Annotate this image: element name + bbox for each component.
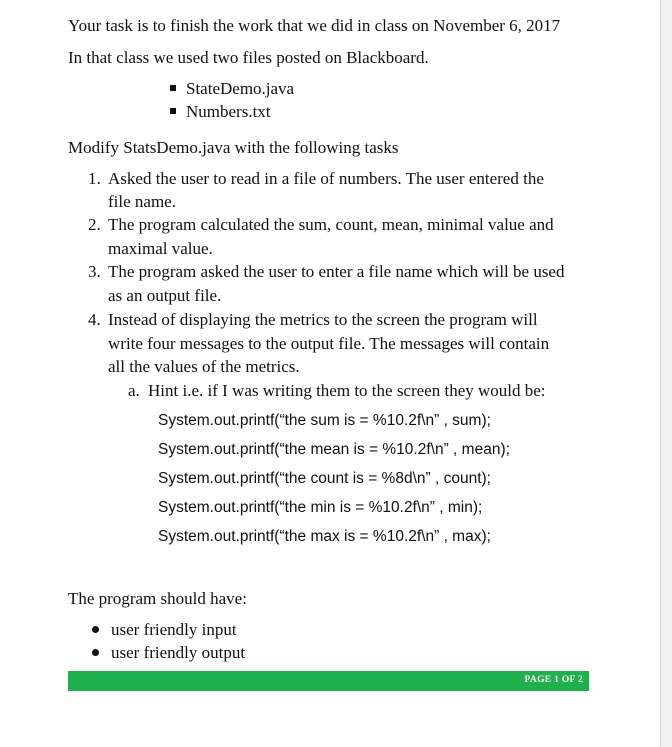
task-item-3: 3. The program asked the user to enter a file name which will be used bbox=[88, 262, 565, 281]
intro-line-2: In that class we used two files posted on Blackboard. bbox=[68, 48, 429, 67]
square-bullet-icon bbox=[170, 85, 176, 91]
file-item: Numbers.txt bbox=[170, 102, 271, 122]
code-line: System.out.printf(“the sum is = %10.2f\n” , sum); bbox=[158, 412, 491, 429]
bullet-icon bbox=[92, 649, 99, 656]
vertical-scrollbar[interactable] bbox=[660, 0, 672, 747]
code-line: System.out.printf(“the max is = %10.2f\n” , max); bbox=[158, 528, 491, 545]
page-number-label: PAGE 1 OF 2 bbox=[524, 675, 583, 685]
intro-line-1: Your task is to finish the work that we did in class on November 6, 2017 bbox=[68, 16, 561, 35]
square-bullet-icon bbox=[170, 108, 176, 114]
modify-heading: Modify StatsDemo.java with the following tasks bbox=[68, 138, 399, 157]
requirement-item: user friendly output bbox=[92, 643, 245, 663]
task-item-4-cont: write four messages to the output file. The messages will contain bbox=[108, 334, 550, 353]
task-item-4: 4. Instead of displaying the metrics to the screen the program will bbox=[88, 310, 538, 329]
code-line: System.out.printf(“the mean is = %10.2f\n” , mean); bbox=[158, 441, 510, 458]
task-item-1: 1. Asked the user to read in a file of numbers. The user entered the bbox=[88, 169, 544, 188]
should-have-heading: The program should have: bbox=[68, 589, 247, 608]
page-footer-bar bbox=[68, 671, 589, 691]
bullet-icon bbox=[92, 626, 99, 633]
task-item-3-cont: as an output file. bbox=[108, 286, 222, 305]
task-item-2-cont: maximal value. bbox=[108, 239, 213, 258]
code-line: System.out.printf(“the count is = %8d\n” , count); bbox=[158, 470, 491, 487]
task-item-1-cont: file name. bbox=[108, 192, 176, 211]
requirement-item: user friendly input bbox=[92, 620, 237, 640]
file-item: StateDemo.java bbox=[170, 79, 294, 99]
code-line: System.out.printf(“the min is = %10.2f\n” , min); bbox=[158, 499, 483, 516]
hint-item: a. Hint i.e. if I was writing them to the screen they would be: bbox=[128, 381, 546, 400]
task-item-2: 2. The program calculated the sum, count, mean, minimal value and bbox=[88, 215, 554, 234]
task-item-4-cont: all the values of the metrics. bbox=[108, 357, 300, 376]
